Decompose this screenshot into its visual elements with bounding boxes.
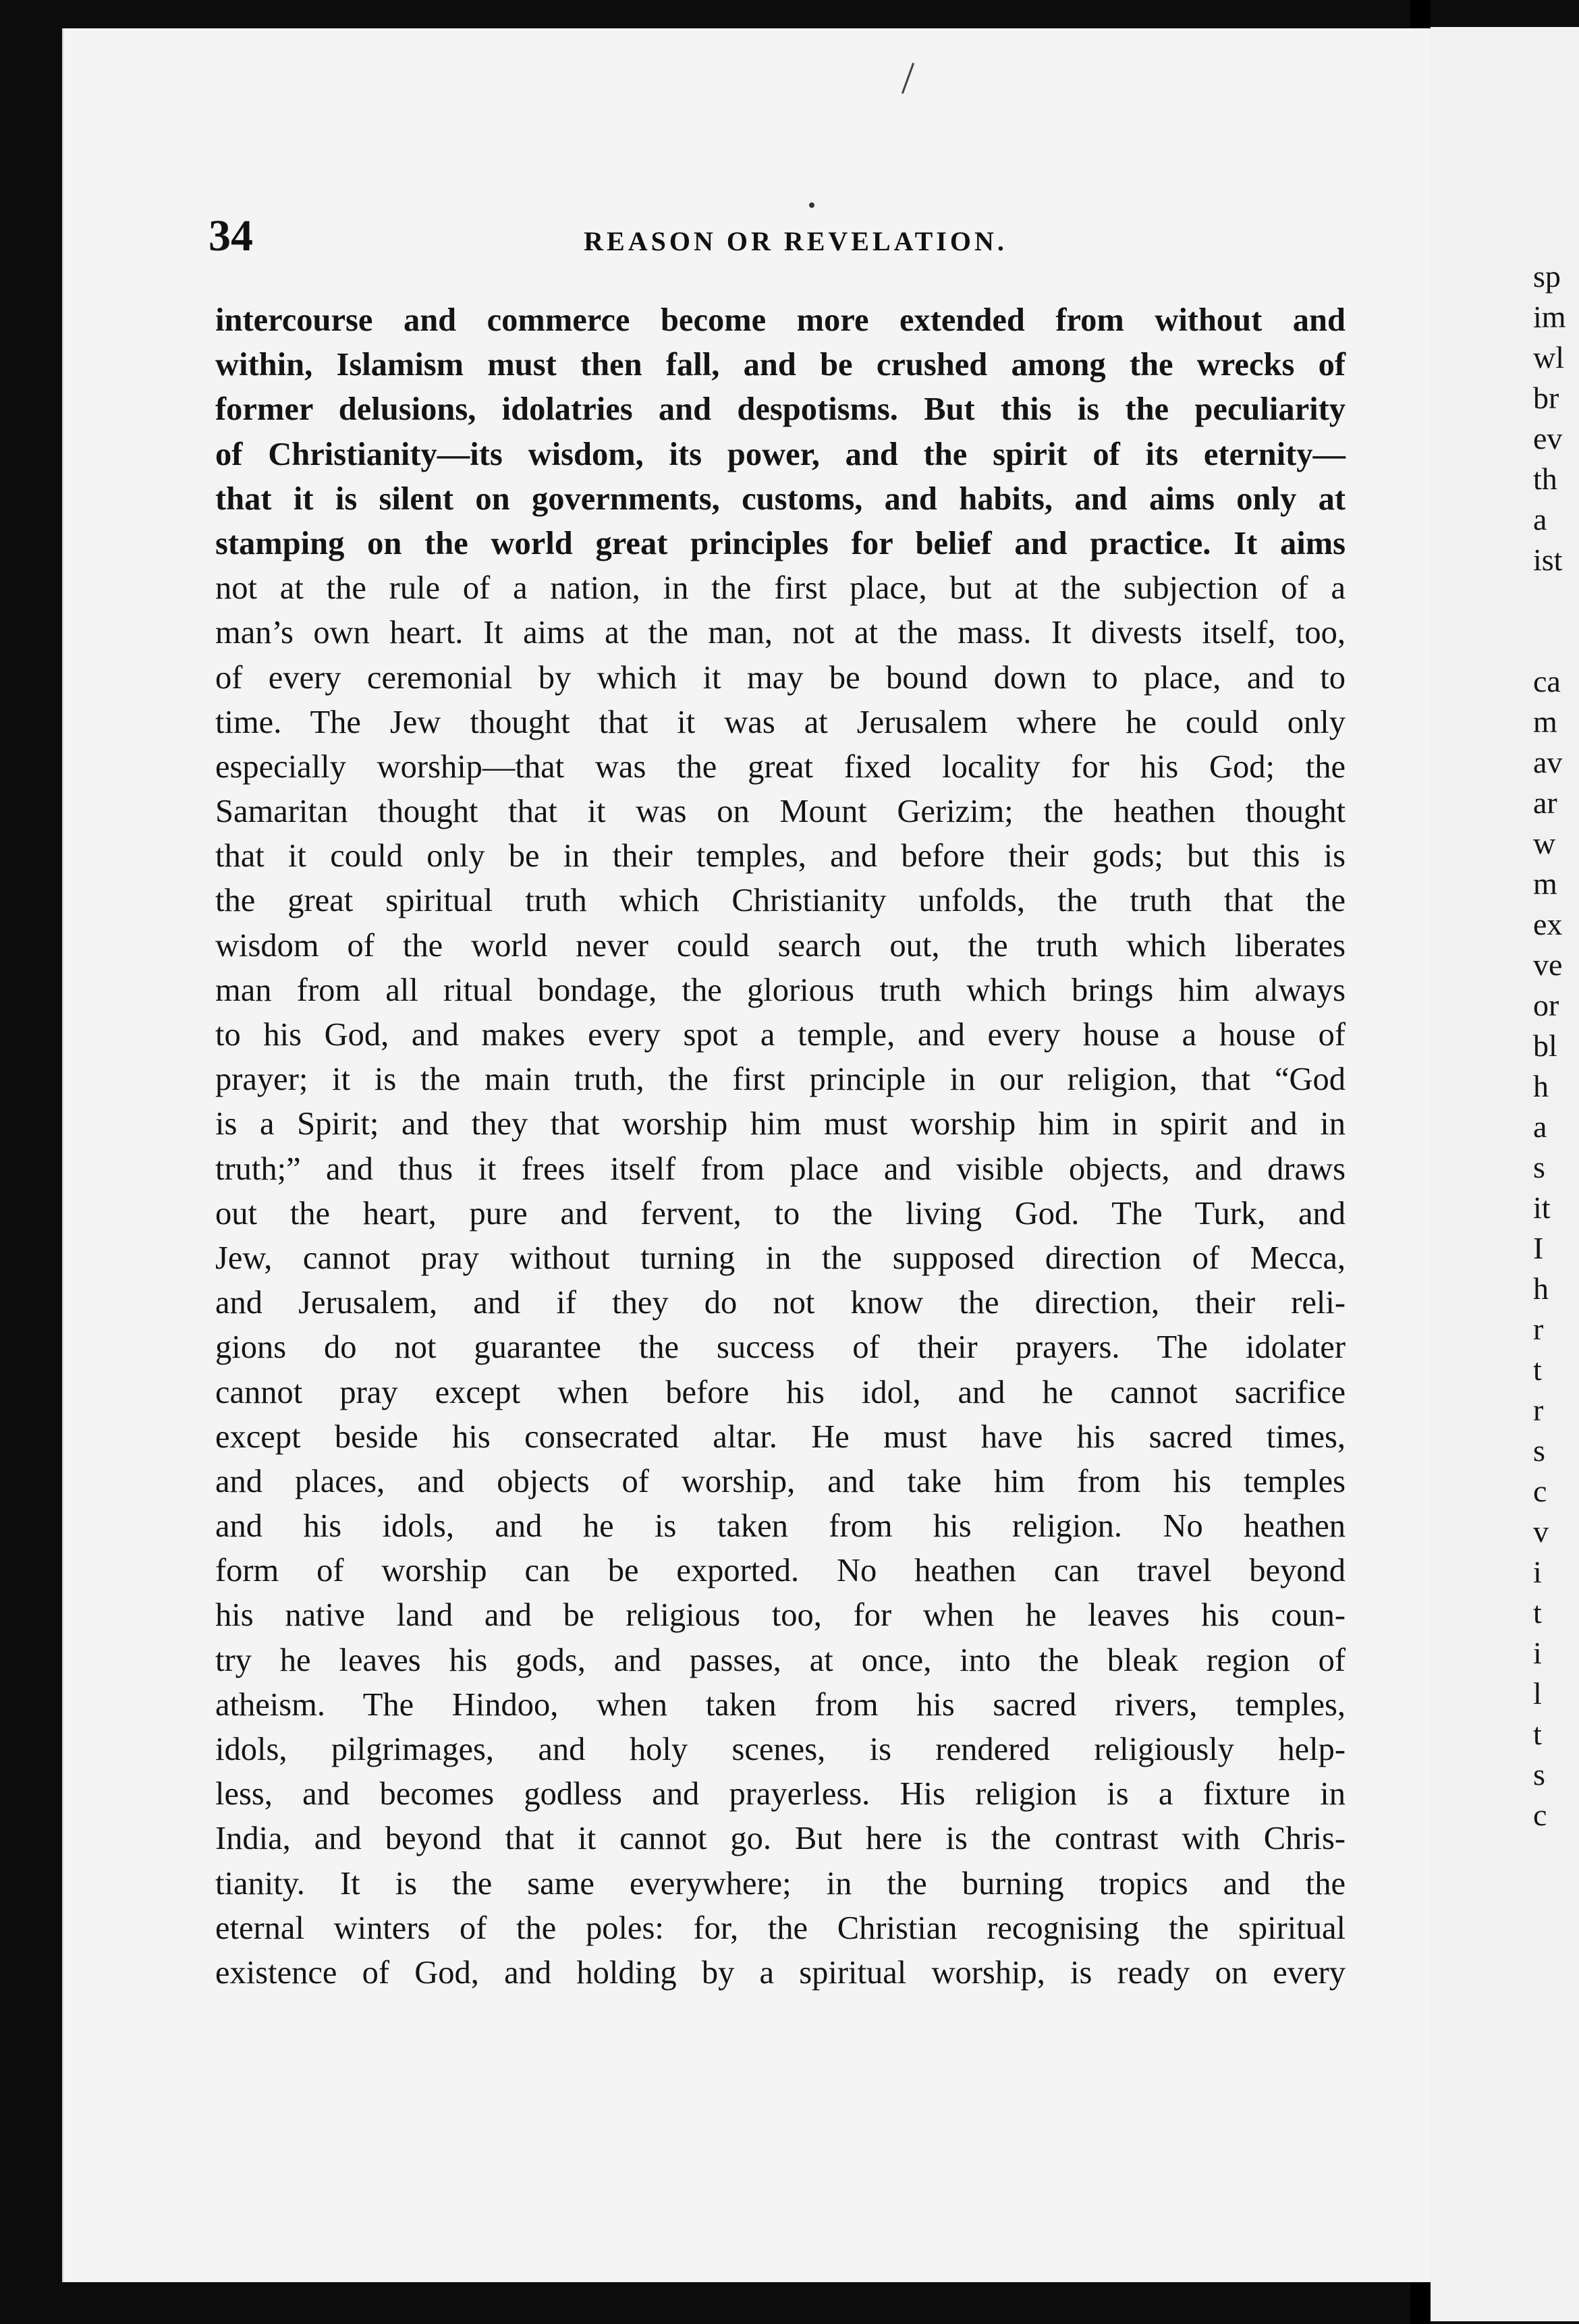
next-page-fragment: c [1533,1474,1547,1508]
next-page-fragment: im [1533,300,1566,334]
next-page-fragment: I [1533,1231,1544,1265]
next-page-fragment: v [1533,1514,1549,1549]
text-line: man’s own heart. It aims at the man, not at the mass. It divests itself, too, [215,615,1346,651]
next-page-fragment: ca [1533,664,1561,698]
next-page-fragment: i [1533,1555,1542,1589]
body-text [215,298,1346,1995]
text-line: that it could only be in their temples, and before their gods; but this is [215,838,1346,875]
next-page-fragment: a [1533,502,1547,536]
next-page-fragment: ve [1533,947,1563,982]
text-line: form of worship can be exported. No heathen can travel beyond [215,1553,1346,1589]
next-page-fragment: bl [1533,1028,1557,1063]
next-page-fragment: or [1533,988,1559,1022]
page-header [209,211,1356,278]
next-page-fragment: t [1533,1717,1542,1751]
next-page-fragment: c [1533,1798,1547,1832]
text-line: except beside his consecrated altar. He must have his sacred times, [215,1418,1346,1455]
next-page-fragment: h [1533,1069,1549,1103]
text-line: existence of God, and holding by a spiritual worship, is ready on every [215,1954,1346,1991]
next-page-fragment: i [1533,1636,1542,1670]
text-line: not at the rule of a nation, in the first place, but at the subjection of a [215,570,1346,607]
ink-dot [809,202,814,208]
text-line: within, Islamism must then fall, and be crushed among the wrecks of [215,347,1346,383]
next-page-fragment: t [1533,1352,1542,1387]
next-page-fragment: r [1533,1393,1544,1427]
next-page-fragment: s [1533,1150,1545,1184]
text-line: idols, pilgrimages, and holy scenes, is rendered religiously help- [215,1732,1346,1767]
text-line: especially worship—that was the great fixed locality for his God; the [215,748,1346,785]
next-page-fragment: m [1533,704,1557,739]
text-line: try he leaves his gods, and passes, at once, into the bleak region of [215,1642,1346,1678]
next-page-fragment: ar [1533,785,1557,820]
text-line: that it is silent on governments, customs, and habits, and aims only at [215,480,1346,517]
next-page-fragment: ist [1533,543,1563,577]
next-page-fragment: av [1533,745,1563,779]
text-line: to his God, and makes every spot a temple, and every house a house of [215,1017,1346,1053]
text-line: of every ceremonial by which it may be bound down to place, and to [215,659,1346,696]
text-line: eternal winters of the poles: for, the Christian recognising the spiritual [215,1910,1346,1946]
text-line: of Christianity—its wisdom, its power, and the spirit of its eternity— [215,436,1346,472]
text-line: out the heart, pure and fervent, to the living God. The Turk, and [215,1195,1346,1232]
next-page-fragment: l [1533,1676,1542,1711]
text-line: cannot pray except when before his idol, and he cannot sacrifice [215,1374,1346,1410]
text-line: man from all ritual bondage, the glorious truth which brings him always [215,972,1346,1008]
text-line: the great spiritual truth which Christianity unfolds, the truth that the [215,883,1346,919]
text-line: India, and beyond that it cannot go. But here is the contrast with Chris- [215,1821,1346,1857]
text-line: tianity. It is the same everywhere; in the burning tropics and the [215,1865,1346,1902]
text-line: former delusions, idolatries and despotisms. But this is the peculiarity [215,391,1346,428]
text-line: and his idols, and he is taken from his religion. No heathen [215,1508,1346,1545]
next-page-fragment: m [1533,866,1557,901]
next-page-fragment: w [1533,826,1556,860]
text-line: and places, and objects of worship, and take him from his temples [215,1463,1346,1499]
next-page-fragment: br [1533,381,1559,415]
text-line: atheism. The Hindoo, when taken from his sacred rivers, temples, [215,1686,1346,1723]
text-line: Samaritan thought that it was on Mount Gerizim; the heathen thought [215,794,1346,830]
book-page [62,28,1433,2282]
next-page-fragment: sp [1533,259,1561,294]
text-line: gions do not guarantee the success of their prayers. The idolater [215,1329,1346,1366]
text-line: stamping on the world great principles for belief and practice. It aims [215,525,1346,561]
page-number: 34 [209,211,253,260]
text-line: truth;” and thus it frees itself from place and visible objects, and draws [215,1151,1346,1187]
text-line: intercourse and commerce become more extended from without and [215,302,1346,338]
next-page-fragment: th [1533,462,1557,496]
text-line: and Jerusalem, and if they do not know the direction, their reli- [215,1285,1346,1321]
next-page-fragment: s [1533,1757,1545,1792]
next-page-fragment: wl [1533,340,1564,375]
next-page-fragment: a [1533,1109,1547,1144]
running-head: REASON OR REVELATION. [584,226,1007,256]
text-line: time. The Jew thought that it was at Jerusalem where he could only [215,704,1346,740]
next-page-edge [1431,27,1579,2321]
text-line: less, and becomes godless and prayerless. His religion is a fixture in [215,1776,1346,1813]
next-page-fragment: ex [1533,907,1563,941]
next-page-fragment: h [1533,1271,1549,1306]
text-line: Jew, cannot pray without turning in the supposed direction of Mecca, [215,1240,1346,1276]
text-line: prayer; it is the main truth, the first principle in our religion, that “God [215,1061,1346,1098]
text-line: his native land and be religious too, for when he leaves his coun- [215,1597,1346,1634]
text-line: is a Spirit; and they that worship him must worship him in spirit and in [215,1106,1346,1142]
next-page-fragment: r [1533,1312,1544,1346]
next-page-fragment: ev [1533,421,1563,455]
next-page-fragment: s [1533,1433,1545,1468]
text-line: wisdom of the world never could search out, the truth which liberates [215,927,1346,964]
next-page-fragment: it [1533,1190,1551,1225]
next-page-fragment: t [1533,1595,1542,1630]
pencil-mark [902,63,914,94]
